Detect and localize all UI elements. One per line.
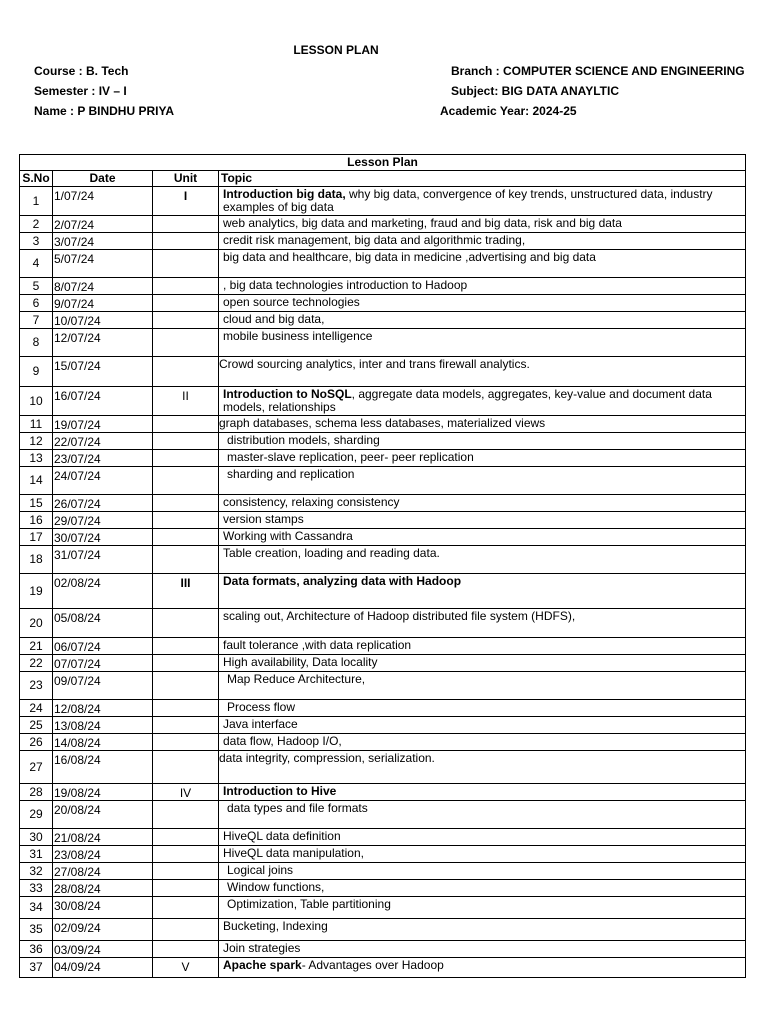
row-unit xyxy=(153,829,219,846)
row-topic xyxy=(219,801,746,829)
topic-text: web analytics, big data and marketing, fraud and big data, risk and big data xyxy=(223,216,622,230)
topic-bold-text: Apache spark xyxy=(223,958,302,972)
topic-text: HiveQL data manipulation, xyxy=(223,846,364,860)
column-header-date: Date xyxy=(53,171,153,187)
row-sno: 37 xyxy=(20,958,53,978)
table-row xyxy=(20,638,746,655)
row-unit xyxy=(153,638,219,655)
row-unit xyxy=(153,609,219,638)
table-row xyxy=(20,801,746,829)
row-unit xyxy=(153,919,219,941)
topic-text: Window functions, xyxy=(227,880,325,894)
row-sno: 16 xyxy=(20,512,53,529)
row-topic xyxy=(219,450,746,467)
course-label: Course : B. Tech xyxy=(34,64,129,78)
row-topic xyxy=(219,700,746,717)
row-unit xyxy=(153,357,219,387)
row-date: 16/08/24 xyxy=(53,751,153,784)
row-date: 9/07/24 xyxy=(53,295,153,312)
table-row xyxy=(20,416,746,433)
topic-text: Working with Cassandra xyxy=(223,529,353,543)
topic-text: , big data technologies introduction to Hadoop xyxy=(223,278,468,292)
table-row xyxy=(20,655,746,672)
topic-text: Map Reduce Architecture, xyxy=(227,672,366,686)
row-sno: 9 xyxy=(20,357,53,387)
row-topic xyxy=(219,546,746,574)
row-topic xyxy=(219,574,746,609)
topic-bold-text: Introduction to Hive xyxy=(223,784,337,798)
row-sno: 7 xyxy=(20,312,53,329)
row-sno: 6 xyxy=(20,295,53,312)
row-topic xyxy=(219,233,746,250)
row-date: 05/08/24 xyxy=(53,609,153,638)
topic-text: cloud and big data, xyxy=(223,312,325,326)
table-row xyxy=(20,717,746,734)
row-sno: 15 xyxy=(20,495,53,512)
row-sno: 1 xyxy=(20,187,53,216)
branch-label: Branch : COMPUTER SCIENCE AND ENGINEERING xyxy=(451,64,745,78)
row-date: 19/08/24 xyxy=(53,784,153,801)
row-unit xyxy=(153,450,219,467)
table-row xyxy=(20,278,746,295)
topic-text: - Advantages over Hadoop xyxy=(301,958,444,972)
row-date: 24/07/24 xyxy=(53,467,153,495)
row-sno: 32 xyxy=(20,863,53,880)
row-unit xyxy=(153,433,219,450)
row-unit xyxy=(153,734,219,751)
row-unit: V xyxy=(153,958,219,978)
table-row xyxy=(20,387,746,416)
row-sno: 18 xyxy=(20,546,53,574)
row-date: 14/08/24 xyxy=(53,734,153,751)
row-topic xyxy=(219,672,746,700)
row-unit xyxy=(153,329,219,357)
row-date: 09/07/24 xyxy=(53,672,153,700)
table-row xyxy=(20,546,746,574)
row-topic xyxy=(219,846,746,863)
topic-text: Bucketing, Indexing xyxy=(223,919,328,933)
row-topic xyxy=(219,495,746,512)
table-row xyxy=(20,897,746,919)
table-row xyxy=(20,295,746,312)
row-topic xyxy=(219,880,746,897)
row-topic xyxy=(219,784,746,801)
row-date: 29/07/24 xyxy=(53,512,153,529)
row-unit xyxy=(153,467,219,495)
row-topic xyxy=(219,717,746,734)
topic-text: credit risk management, big data and algorithmic trading, xyxy=(223,233,526,247)
table-row xyxy=(20,751,746,784)
table-row xyxy=(20,495,746,512)
row-date: 12/08/24 xyxy=(53,700,153,717)
row-unit xyxy=(153,672,219,700)
row-sno: 21 xyxy=(20,638,53,655)
row-date: 1/07/24 xyxy=(53,187,153,216)
row-unit xyxy=(153,416,219,433)
row-unit xyxy=(153,655,219,672)
name-label: Name : P BINDHU PRIYA xyxy=(34,104,175,118)
row-unit xyxy=(153,751,219,784)
row-topic xyxy=(219,416,746,433)
topic-text: , aggregate data models, aggregates, key-value and document data models, relationships xyxy=(223,387,712,414)
row-date: 15/07/24 xyxy=(53,357,153,387)
table-row xyxy=(20,846,746,863)
row-sno: 22 xyxy=(20,655,53,672)
row-topic xyxy=(219,467,746,495)
topic-text: scaling out, Architecture of Hadoop distributed file system (HDFS), xyxy=(223,609,576,623)
row-sno: 24 xyxy=(20,700,53,717)
row-sno: 36 xyxy=(20,941,53,958)
row-topic xyxy=(219,295,746,312)
row-sno: 23 xyxy=(20,672,53,700)
table-row xyxy=(20,433,746,450)
row-sno: 4 xyxy=(20,250,53,278)
row-topic xyxy=(219,958,746,978)
row-unit xyxy=(153,495,219,512)
row-sno: 5 xyxy=(20,278,53,295)
row-unit xyxy=(153,233,219,250)
topic-text: fault tolerance ,with data replication xyxy=(223,638,412,652)
lesson-plan-table xyxy=(19,154,746,978)
row-sno: 2 xyxy=(20,216,53,233)
row-topic xyxy=(219,919,746,941)
row-date: 21/08/24 xyxy=(53,829,153,846)
row-topic xyxy=(219,357,746,387)
row-topic xyxy=(219,312,746,329)
topic-text: consistency, relaxing consistency xyxy=(223,495,400,509)
topic-bold-text: Data formats, analyzing data with Hadoop xyxy=(223,574,462,588)
table-row xyxy=(20,609,746,638)
row-date: 28/08/24 xyxy=(53,880,153,897)
row-date: 3/07/24 xyxy=(53,233,153,250)
row-unit xyxy=(153,941,219,958)
table-row xyxy=(20,919,746,941)
row-sno: 11 xyxy=(20,416,53,433)
topic-text: big data and healthcare, big data in medicine ,advertising and big data xyxy=(223,250,596,264)
table-row xyxy=(20,672,746,700)
topic-text: why big data, convergence of key trends, unstructured data, industry examples of big data xyxy=(223,187,713,214)
table-row xyxy=(20,829,746,846)
row-unit xyxy=(153,897,219,919)
table-row xyxy=(20,784,746,801)
row-date: 12/07/24 xyxy=(53,329,153,357)
row-topic xyxy=(219,751,746,784)
row-date: 20/08/24 xyxy=(53,801,153,829)
row-date: 04/09/24 xyxy=(53,958,153,978)
table-row xyxy=(20,958,746,978)
row-date: 26/07/24 xyxy=(53,495,153,512)
row-topic xyxy=(219,638,746,655)
table-row xyxy=(20,329,746,357)
row-unit xyxy=(153,295,219,312)
row-date: 13/08/24 xyxy=(53,717,153,734)
row-sno: 29 xyxy=(20,801,53,829)
topic-text: graph databases, schema less databases, materialized views xyxy=(219,416,546,430)
row-unit xyxy=(153,216,219,233)
row-topic xyxy=(219,941,746,958)
table-row xyxy=(20,512,746,529)
row-date: 8/07/24 xyxy=(53,278,153,295)
table-row xyxy=(20,250,746,278)
semester-label: Semester : IV – I xyxy=(34,84,127,98)
row-sno: 28 xyxy=(20,784,53,801)
row-date: 5/07/24 xyxy=(53,250,153,278)
row-date: 16/07/24 xyxy=(53,387,153,416)
row-sno: 8 xyxy=(20,329,53,357)
table-caption: Lesson Plan xyxy=(20,155,746,171)
row-date: 02/08/24 xyxy=(53,574,153,609)
row-sno: 27 xyxy=(20,751,53,784)
row-sno: 30 xyxy=(20,829,53,846)
row-topic xyxy=(219,734,746,751)
row-date: 27/08/24 xyxy=(53,863,153,880)
row-unit xyxy=(153,880,219,897)
row-unit xyxy=(153,529,219,546)
row-sno: 34 xyxy=(20,897,53,919)
row-sno: 17 xyxy=(20,529,53,546)
row-date: 2/07/24 xyxy=(53,216,153,233)
row-date: 02/09/24 xyxy=(53,919,153,941)
topic-text: HiveQL data definition xyxy=(223,829,341,843)
row-date: 30/07/24 xyxy=(53,529,153,546)
row-date: 30/08/24 xyxy=(53,897,153,919)
row-topic xyxy=(219,433,746,450)
subject-label: Subject: BIG DATA ANAYLTIC xyxy=(451,84,619,98)
row-date: 23/08/24 xyxy=(53,846,153,863)
table-row xyxy=(20,357,746,387)
column-header-sno: S.No xyxy=(20,171,53,187)
table-row xyxy=(20,574,746,609)
table-row xyxy=(20,187,746,216)
row-sno: 12 xyxy=(20,433,53,450)
row-unit xyxy=(153,846,219,863)
topic-text: open source technologies xyxy=(223,295,360,309)
row-sno: 31 xyxy=(20,846,53,863)
row-sno: 14 xyxy=(20,467,53,495)
row-topic xyxy=(219,529,746,546)
table-row xyxy=(20,529,746,546)
topic-text: Table creation, loading and reading data. xyxy=(223,546,440,560)
topic-text: Join strategies xyxy=(223,941,301,955)
topic-text: Process flow xyxy=(227,700,296,714)
row-topic xyxy=(219,387,746,416)
row-date: 23/07/24 xyxy=(53,450,153,467)
row-date: 31/07/24 xyxy=(53,546,153,574)
row-topic xyxy=(219,250,746,278)
table-row xyxy=(20,880,746,897)
row-topic xyxy=(219,609,746,638)
row-unit xyxy=(153,546,219,574)
document-title: LESSON PLAN xyxy=(293,43,379,57)
row-sno: 26 xyxy=(20,734,53,751)
topic-text: data integrity, compression, serialization. xyxy=(219,751,435,765)
row-unit: IV xyxy=(153,784,219,801)
table-row xyxy=(20,216,746,233)
row-topic xyxy=(219,897,746,919)
row-unit xyxy=(153,863,219,880)
row-sno: 3 xyxy=(20,233,53,250)
topic-text: High availability, Data locality xyxy=(223,655,378,669)
table-row xyxy=(20,467,746,495)
row-unit: II xyxy=(153,387,219,416)
row-unit: I xyxy=(153,187,219,216)
column-header-topic: Topic xyxy=(219,171,746,187)
row-date: 06/07/24 xyxy=(53,638,153,655)
row-topic xyxy=(219,863,746,880)
row-topic xyxy=(219,329,746,357)
row-unit xyxy=(153,700,219,717)
table-row xyxy=(20,863,746,880)
row-topic xyxy=(219,278,746,295)
row-date: 19/07/24 xyxy=(53,416,153,433)
topic-text: master-slave replication, peer- peer replication xyxy=(227,450,474,464)
table-body xyxy=(20,187,746,978)
row-sno: 20 xyxy=(20,609,53,638)
academic-year-label: Academic Year: 2024-25 xyxy=(440,104,577,118)
topic-text: data types and file formats xyxy=(227,801,368,815)
row-date: 22/07/24 xyxy=(53,433,153,450)
topic-text: distribution models, sharding xyxy=(227,433,380,447)
row-sno: 10 xyxy=(20,387,53,416)
row-sno: 13 xyxy=(20,450,53,467)
row-topic xyxy=(219,187,746,216)
table-row xyxy=(20,941,746,958)
topic-bold-text: Introduction to NoSQL xyxy=(223,387,352,401)
table-row xyxy=(20,450,746,467)
topic-text: Crowd sourcing analytics, inter and trans firewall analytics. xyxy=(219,357,530,371)
row-topic xyxy=(219,216,746,233)
row-unit xyxy=(153,250,219,278)
topic-text: sharding and replication xyxy=(227,467,355,481)
row-unit xyxy=(153,717,219,734)
topic-bold-text: Introduction big data, xyxy=(223,187,346,201)
row-unit xyxy=(153,312,219,329)
row-topic xyxy=(219,655,746,672)
row-topic xyxy=(219,512,746,529)
table-row xyxy=(20,312,746,329)
row-date: 07/07/24 xyxy=(53,655,153,672)
row-sno: 35 xyxy=(20,919,53,941)
row-unit xyxy=(153,512,219,529)
row-date: 10/07/24 xyxy=(53,312,153,329)
row-unit: III xyxy=(153,574,219,609)
row-sno: 19 xyxy=(20,574,53,609)
table-row xyxy=(20,233,746,250)
topic-text: mobile business intelligence xyxy=(223,329,373,343)
column-header-unit: Unit xyxy=(153,171,219,187)
topic-text: version stamps xyxy=(223,512,304,526)
row-sno: 33 xyxy=(20,880,53,897)
table-row xyxy=(20,734,746,751)
topic-text: Logical joins xyxy=(227,863,294,877)
topic-text: Optimization, Table partitioning xyxy=(227,897,391,911)
row-date: 03/09/24 xyxy=(53,941,153,958)
row-unit xyxy=(153,801,219,829)
table-row xyxy=(20,700,746,717)
topic-text: Java interface xyxy=(223,717,298,731)
row-unit xyxy=(153,278,219,295)
topic-text: data flow, Hadoop I/O, xyxy=(223,734,342,748)
row-topic xyxy=(219,829,746,846)
row-sno: 25 xyxy=(20,717,53,734)
